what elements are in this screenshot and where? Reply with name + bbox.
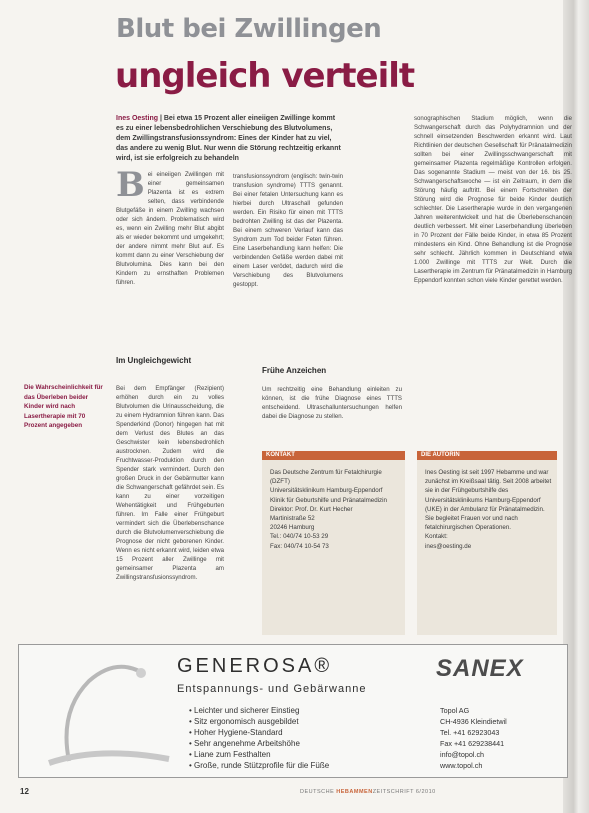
footer-pre: DEUTSCHE [300, 789, 335, 795]
author-email[interactable]: ines@oesting.de [425, 542, 472, 550]
body-column-2: transfusionssyndrom (englisch: twin-twin transfusion syndrome) TTTS genannt. Bei einer fetalen Untersuchung kann es hierbei durch Ultraschall gefunden werden. Ein Risiko für einen mit TTTS bedrohten Zwilling ist das der Plazenta. Bei einem schweren Verlauf kann das Syndrom zum Tod beider Feten führen. Eine Laserbehandlung kann helfen: Die verbindenden Gefäße werden dabei mit einem Laser verödet, dadurch wird die Verschiebung des Blutvolumens gestoppt. [233, 173, 343, 288]
body-column-2b: Um rechtzeitig eine Behandlung einleiten zu können, ist die frühe Diagnose eines TTTS entscheidend. Ultraschalluntersuchungen helfen dabei die Diagnose zu stellen. [262, 386, 402, 420]
ad-fax: Fax +41 629238441 [440, 739, 505, 748]
ad-feature: • Große, runde Stützprofile für die Füße [189, 760, 329, 771]
publication-footer [300, 789, 436, 795]
ad-contact [440, 705, 507, 771]
author-box-header: DIE AUTORIN [421, 452, 460, 458]
section-heading-2: Frühe Anzeichen [262, 366, 327, 375]
lead-paragraph [116, 114, 344, 164]
sidebar-quote: Die Wahrscheinlichkeit für das Überleben beider Kinder wird nach Lasertherapie mit 70 Prozent angegeben [24, 384, 103, 429]
ad-feature: • Hoher Hygiene-Standard [189, 727, 329, 738]
ad-company: Topol AG [440, 706, 470, 715]
author-box [417, 451, 557, 635]
ad-email[interactable]: info@topol.ch [440, 750, 485, 759]
contact-line: Klinik für Geburtshilfe und Pränatalmedizin [270, 496, 387, 504]
title-line-1: Blut bei Zwillingen [116, 14, 382, 44]
advertisement[interactable] [18, 644, 568, 778]
contact-box-text [270, 468, 398, 551]
contact-line: Universitätsklinikum Hamburg-Eppendorf [270, 487, 383, 495]
sanex-logo: SANEX [436, 655, 524, 682]
ad-feature: • Liane zum Festhalten [189, 749, 329, 760]
body-column-1b: Bei dem Empfänger (Rezipient) erhöhen durch ein zu volles Blutvolumen die Urinausscheidung, die zu einem Hydramnion führen kann. Das Spenderkind (Donor) hingegen hat mit dem Verlust des Blutes an das Geschwister kein lebensbedrohlich austrocknen. Zudem wird die Fruchtwasser-Produktion durch den Spender stark vermindert. Durch den großen Druck in der Gebärmutter kann die Schwangerschaft gefährdet sein. Es kann zu einer vorzeitigen Wehentätigkeit und Frühgeburten führen. Im Falle einer Frühgeburt vermindert sich die Überlebenschance durch die Blutvolumenverschiebung die Prognose der nicht geborenen Kinder. Wenn es nicht erkannt wird, leiden etwa 15 Prozent aller Zwillinge mit gemeinsamer Plazenta am Zwillingstransfusionssyndrom. [116, 385, 224, 581]
ad-web[interactable]: www.topol.ch [440, 761, 483, 770]
drop-cap: B [116, 165, 145, 205]
bathtub-image [29, 651, 179, 771]
page-number: 12 [20, 787, 29, 796]
contact-box-header: KONTAKT [266, 452, 295, 458]
ad-tel: Tel. +41 62923043 [440, 728, 500, 737]
contact-line: Fax: 040/74 10-54 73 [270, 542, 329, 550]
title-line-2: ungleich verteilt [115, 56, 415, 96]
author-bio: Ines Oesting ist seit 1997 Hebamme und war zunächst im Kreißsaal tätig. Seit 2008 arbeitet sie in der Frühgeburtshilfe des Universitätsklinikums Hamburg-Eppendorf (UKE) in der Ambulanz für Pränatalmedizin. Sie begleitet Frauen vor und nach fetalchirurgischen Operationen. [425, 469, 552, 532]
body-column-3: sonographischen Stadium möglich, wenn die Schwangerschaft durch das Polyhydramnion und der schnell einsetzenden Beschwerden erkannt wird. Laut Richtlinien der deutschen Gesellschaft für Pränatalmedizin sollten bei einer Zwillingsschwangerschaft mit gemeinsamer Plazenta regelmäßige Kontrollen erfolgen. Das sogenannte Stadium — meist von der 16. bis 25. Schwangerschaftswoche — ist ein Zeitraum, in dem die Störung häufig auftritt. Bei einem Fortschreiten der Störung wird die Prognose für beide Kinder deutlich schlechter. Die Lasertherapie wurde in den vergangenen Jahren weiterentwickelt und hat die Überlebenschancen deutlich verbessert. Mit einer Laserbehandlung überleben in 70 Prozent der Fälle beide Kinder, in etwa 85 Prozent mindestens ein Kind. Ohne Behandlung ist die Prognose sehr schlecht. Jährlich kommen in Deutschland etwa 1.000 Zwillinge mit TTTS zur Welt. Durch die Lasertherapie im Zentrum für Pränatalmedizin in Hamburg Eppendorf konnten schon viele Kinder gerettet werden. [414, 115, 572, 284]
lead-text: | Bei etwa 15 Prozent aller eineiigen Zwillinge kommt es zu einer lebensbedrohlichen Verschiebung des Blutvolumens, dem Zwillingstransfusionssyndrom: Eines der Kinder hat zu viel, das andere zu wenig Blut. Nur wenn die Störung rechtzeitig erkannt wird, ist sie erfolgreich zu behandeln [116, 115, 341, 162]
author-contact-label: Kontakt: [425, 533, 448, 541]
ad-feature: • Sitz ergonomisch ausgebildet [189, 716, 329, 727]
footer-post: ZEITSCHRIFT 6/2010 [372, 789, 436, 795]
contact-line: 20246 Hamburg [270, 524, 315, 532]
ad-brand: GENEROSA® [177, 655, 333, 677]
col1-text: ei eineiigen Zwillingen mit einer gemeinsamen Plazenta ist es extrem selten, dass verbindende Blutgefäße in einem Zwilling wachsen oder sich ändern. Problematisch wird es, wenn ein Zwilling mehr Blut abgibt als er wieder bekommt und umgekehrt; der andere nimmt mehr Blut auf. Es kommt dann zu einer Verschiebung der Blutvolumina. Dies kann bei den Kindern zu ernsthaften Problemen führen. [116, 171, 224, 286]
ad-tagline: Entspannungs- und Gebärwanne [177, 683, 367, 695]
contact-line: Tel.: 040/74 10-53 29 [270, 533, 329, 541]
author-box-text [425, 468, 553, 551]
contact-line: Das Deutsche Zentrum für Fetalchirurgie (DZFT) [270, 469, 382, 486]
lead-author: Ines Oesting [116, 115, 159, 122]
ad-features [189, 705, 329, 771]
section-heading-1: Im Ungleichgewicht [116, 356, 192, 365]
contact-box [262, 451, 405, 635]
ad-address: CH-4936 Kleindietwil [440, 717, 507, 726]
contact-line: Direktor: Prof. Dr. Kurt Hecher [270, 505, 353, 513]
ad-feature: • Leichter und sicherer Einstieg [189, 705, 329, 716]
footer-mid: HEBAMMEN [336, 789, 373, 795]
ad-feature: • Sehr angenehme Arbeitshöhe [189, 738, 329, 749]
contact-line: Martinistraße 52 [270, 515, 315, 523]
body-column-1 [116, 165, 224, 286]
